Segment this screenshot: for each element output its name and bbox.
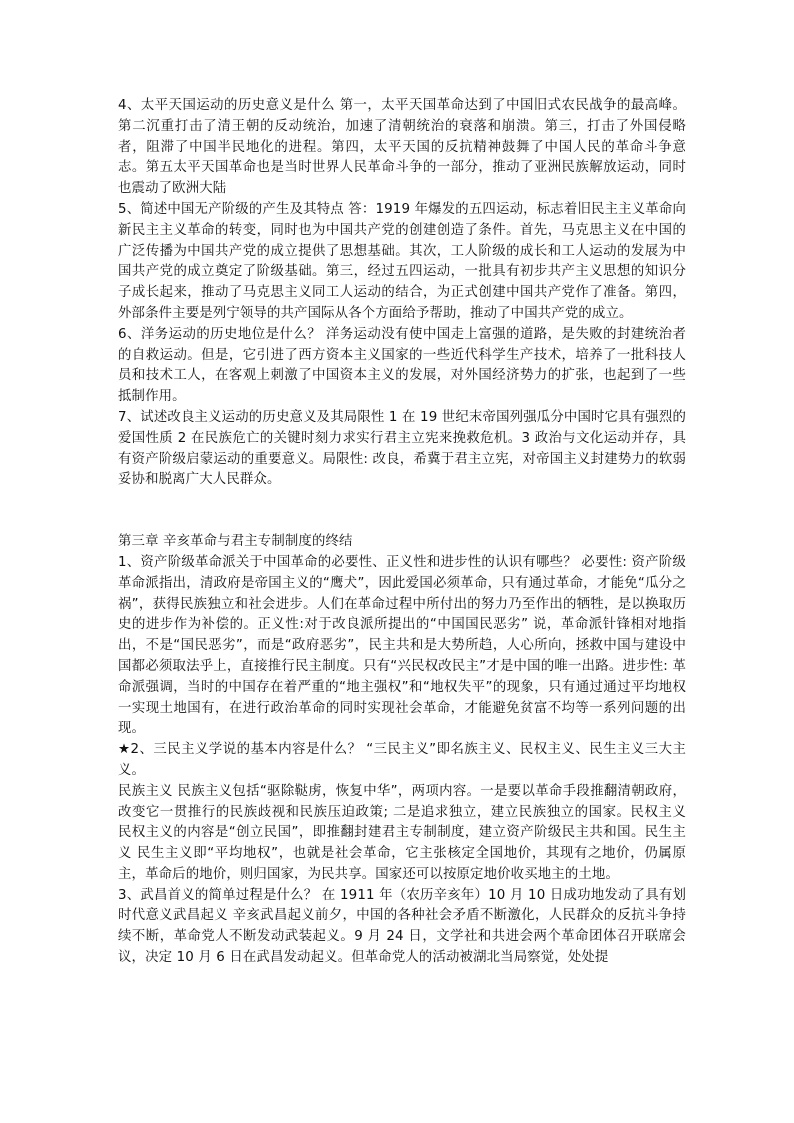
paragraph-q6-westernization-movement: 6、洋务运动的历史地位是什么？ 洋务运动没有使中国走上富强的道路，是失败的封建统治者的自救运动。但是，它引进了西方资本主义国家的一些近代科学生产技术，培养了一批科技人员和技术工人，在客观上刺激了中国资本主义的发展，对外国经济势力的扩张，也起到了一些抵制作用。 xyxy=(118,326,686,405)
section-spacer xyxy=(118,491,686,532)
paragraph-ch3-q3-wuchang-uprising: 3、武昌首义的简单过程是什么？ 在 1911 年（农历辛亥年）10 月 10 日成功地发动了具有划时代意义武昌起义 辛亥武昌起义前夕，中国的各种社会矛盾不断激化，人民群众的反抗斗争持续不断，革命党人不断发动武装起义。9 月 24 日，文学社和共进会两个革命团体召开联席会议，决定 10 月 6 日在武昌发动起义。但革命党人的活动被湖北当局察觉，处处提 xyxy=(118,887,686,966)
paragraph-q5-proletariat-origin: 5、简述中国无产阶级的产生及其特点 答：1919 年爆发的五四运动，标志着旧民主主义革命向新民主主义革命的转变，同时也为中国共产党的创建创造了条件。首先，马克思主义在中国的广泛传播为中国共产党的成立提供了思想基础。其次，工人阶级的成长和工人运动的发展为中国共产党的成立奠定了阶级基础。第三，经过五四运动，一批具有初步共产主义思想的知识分子成长起来，推动了马克思主义同工人运动的结合，为正式创建中国共产党作了准备。第四，外部条件主要是列宁领导的共产国际从各个方面给予帮助，推动了中国共产党的成立。 xyxy=(118,201,686,321)
paragraph-ch3-three-principles-detail: 民族主义 民族主义包括“驱除鞑虏，恢复中华”，两项内容。一是要以革命手段推翻清朝政府，改变它一贯推行的民族歧视和民族压迫政策; 二是追求独立，建立民族独立的国家。民权主义 民权主义的内容是“创立民国”，即推翻封建君主专制制度，建立资产阶级民主共和国。民生主义 民生主义即“平均地权”，也就是社会革命，它主张核定全国地价，其现有之地价，仍属原主，革命后的地价，则归国家，为民共享。国家还可以按原定地价收买地主的土地。 xyxy=(118,783,686,882)
document-page xyxy=(118,96,686,969)
paragraph-ch3-q1-revolution-views: 1、资产阶级革命派关于中国革命的必要性、正义性和进步性的认识有哪些？ 必要性: 资产阶级革命派指出，清政府是帝国主义的“鹰犬”，因此爱国必须革命，只有通过革命，才能免“瓜分之祸”，获得民族独立和社会进步。人们在革命过程中所付出的努力乃至作出的牺牲，是以换取历史的进步作为补偿的。正义性:对于改良派所提出的“中国国民恶劣” 说，革命派针锋相对地指出，不是“国民恶劣”，而是“政府恶劣”，民主共和是大势所趋，人心所向，拯救中国与建设中国都必须取法乎上，直接推行民主制度。只有“兴民权改民主”才是中国的唯一出路。进步性: 革命派强调，当时的中国存在着严重的“地主强权”和“地权失平”的现象，只有通过通过平均地权一实现土地国有，在进行政治革命的同时实现社会革命，才能避免贫富不均等一系列问题的出现。 xyxy=(118,554,686,737)
paragraph-q7-reform-movement: 7、试述改良主义运动的历史意义及其局限性 1 在 19 世纪末帝国列强瓜分中国时它具有强烈的爱国性质 2 在民族危亡的关键时刻力求实行君主立宪来挽救危机。3 政治与文化运动并存，具有资产阶级启蒙运动的重要意义。局限性: 改良，希冀于君主立宪，对帝国主义封建势力的软弱妥协和脱离广大人民群众。 xyxy=(118,409,686,488)
paragraph-ch3-q2-three-principles: ★2、三民主义学说的基本内容是什么？ “三民主义”即名族主义、民权主义、民生主义三大主义。 xyxy=(118,742,686,778)
paragraph-q4-taiping-significance: 4、太平天国运动的历史意义是什么 第一，太平天国革命达到了中国旧式农民战争的最高峰。第二沉重打击了清王朝的反动统治，加速了清朝统治的衰落和崩溃。第三，打击了外国侵略者，阻滞了中国半民地化的进程。第四，太平天国的反抗精神鼓舞了中国人民的革命斗争意志。第五太平天国革命也是当时世界人民革命斗争的一部分，推动了亚洲民族解放运动，同时也震动了欧洲大陆 xyxy=(118,98,686,197)
chapter-title: 第三章 辛亥革命与君主专制制度的终结 xyxy=(118,534,353,550)
